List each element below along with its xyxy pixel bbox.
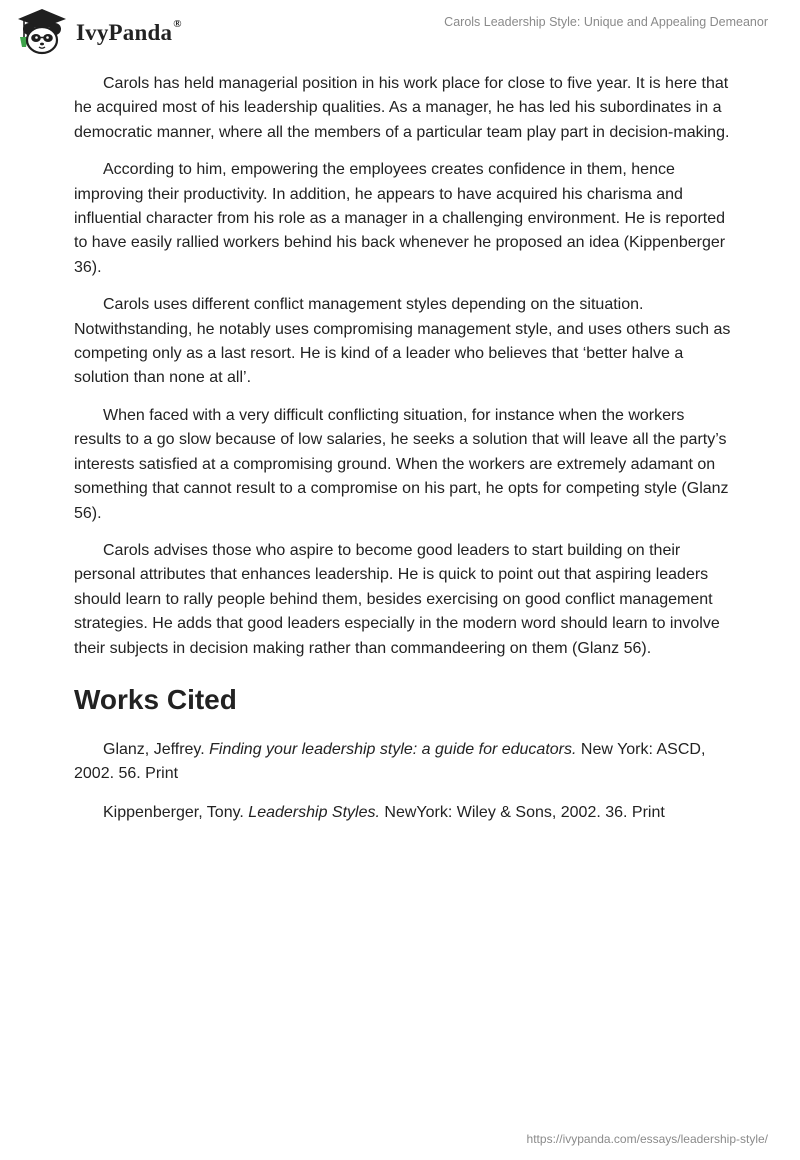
brand-name [76, 20, 182, 46]
citation-author: Glanz, Jeffrey. [103, 740, 205, 758]
paragraph: Carols has held managerial position in his work place for close to five year. It is here that he acquired most of his leadership qualities. As a manager, he has led his subordinates in a democratic manner, where all the members of a particular team play part in decision-making. [74, 75, 730, 141]
document-title: Carols Leadership Style: Unique and Appealing Demeanor [444, 15, 768, 29]
source-url-link[interactable]: https://ivypanda.com/essays/leadership-style/ [526, 1132, 768, 1146]
brand-name-text: IvyPanda [76, 20, 173, 45]
page-header [0, 0, 800, 60]
citation-details: NewYork: Wiley & Sons, 2002. 36. Print [384, 803, 665, 821]
citation-details: New York: ASCD, 2002. 56. Print [74, 740, 706, 783]
registered-mark: ® [173, 18, 182, 31]
works-cited-heading: Works Cited [74, 683, 237, 715]
paragraph: When faced with a very difficult conflicting situation, for instance when the workers results to a go slow because of low salaries, he seeks a solution that will leave all the party’s interests satisfied at a compromising ground. When the workers are extremely adamant on something that cannot result to a compromise on his part, he opts for competing style (Glanz 56). [74, 406, 729, 522]
paragraph: According to him, empowering the employees creates confidence in them, hence improving their productivity. In addition, he appears to have acquired his charisma and influential character from his role as a manager in a challenging environment. He is reported to have easily rallied workers behind his back whenever he proposed an idea (Kippenberger 36). [74, 161, 726, 276]
panda-graduate-logo-icon [14, 7, 70, 57]
essay-content [74, 72, 734, 839]
paragraph: Carols advises those who aspire to become good leaders to start building on their personal attributes that enhances leadership. He is quick to point out that aspiring leaders should learn to rally people behind them, besides exercising on good conflict management strategies. He adds that good leaders especially in the modern word should learn to involve their subjects in decision making rather than commandeering on them (Glanz 56). [74, 541, 720, 657]
citation-title: Finding your leadership style: a guide for educators. [209, 740, 577, 758]
brand-logo[interactable] [14, 6, 182, 58]
citation-author: Kippenberger, Tony. [103, 803, 244, 821]
citation-entry [74, 801, 734, 825]
paragraph: Carols uses different conflict management styles depending on the situation. Notwithstanding, he notably uses compromising management style, and uses others such as competing only as a last resort. He is kind of a leader who believes that ‘better halve a solution than none at all’. [74, 296, 731, 387]
citation-title: Leadership Styles. [248, 803, 380, 821]
citation-entry [74, 738, 734, 787]
